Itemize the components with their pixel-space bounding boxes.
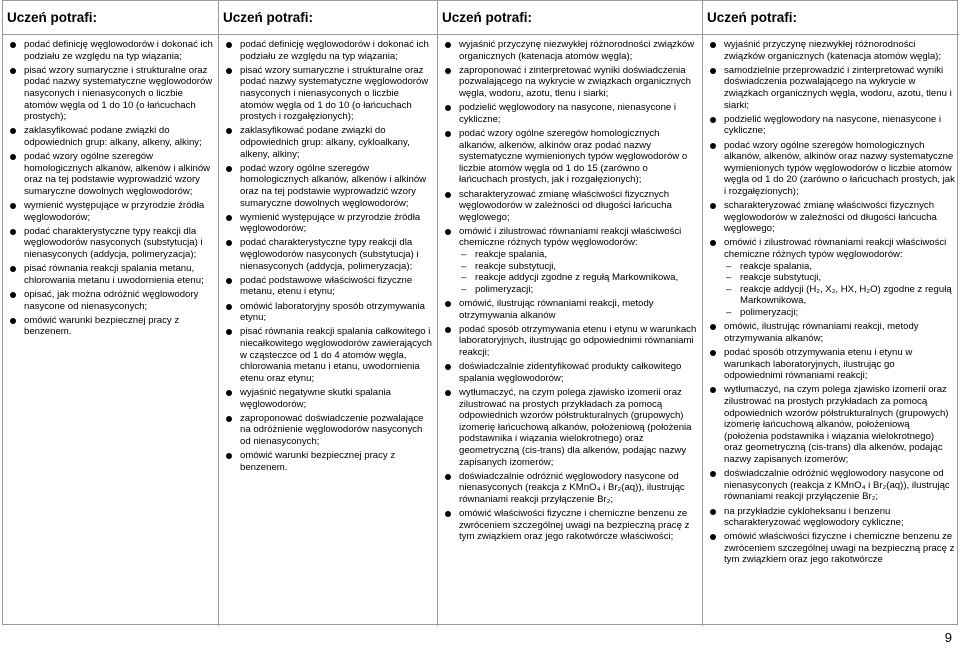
- page-number: 9: [944, 630, 952, 645]
- list-item: omówić, ilustrując równaniami reakcji, metody otrzymywania alkanów: [444, 298, 698, 321]
- list-item: zaklasyfikować podane związki do odpowiednich grup: alkany, cykloalkany, alkeny, alkiny;: [225, 125, 433, 160]
- column-header-3: Uczeń potrafi:: [438, 1, 703, 35]
- list-item: omówić właściwości fizyczne i chemiczne benzenu ze zwróceniem szczególnej uwagi na bezpieczną pracę z tym związkiem oraz jego rakotwórcze: [709, 531, 955, 566]
- list-item: [444, 226, 698, 296]
- reaction-sublist: [724, 261, 955, 319]
- reaction-sublist: [459, 249, 698, 295]
- list-item: zaproponować doświadczenie pozwalające na odróżnienie węglowodorów nasyconych od nienasyconych;: [225, 413, 433, 448]
- list-item: podzielić węglowodory na nasycone, nienasycone i cykliczne;: [444, 102, 698, 125]
- col1-list: [9, 39, 214, 338]
- list-item: [709, 237, 955, 318]
- list-item: doświadczalnie odróżnić węglowodory nasycone od nienasyconych (reakcja z KMnO₄ i Br₂(aq)), ilustrując równaniami reakcji przyłączenie Br₂;: [444, 471, 698, 506]
- reaction-subitem: – reakcje substytucji,: [459, 261, 698, 273]
- column-1: [3, 35, 219, 626]
- list-item: podać charakterystyczne typy reakcji dla węglowodorów nasyconych (substytucja) i nienasyconych (addycja, polimeryzacja);: [9, 226, 214, 261]
- reaction-subitem: – reakcje substytucji,: [724, 272, 955, 284]
- list-item: wyjaśnić przyczynę niezwykłej różnorodności związków organicznych (katenacja atomów węgla);: [709, 39, 955, 62]
- reaction-subitem: – reakcje spalania,: [459, 249, 698, 261]
- column-4: [703, 35, 959, 626]
- reaction-subitem: – reakcje addycji zgodne z regułą Markownikowa,: [459, 272, 698, 284]
- list-item: wytłumaczyć, na czym polega zjawisko izomerii oraz zilustrować na prostych przykładach za pomocą odpowiednich wzorów półstrukturalnych (grupowych) izomerię łańcuchową alkanów, położeniową (położenia podstawnika i wiązania wielokrotnego) oraz geometryczną (cis-trans) dla alkenów, podając nazwy zapisanych izomerów;: [444, 387, 698, 468]
- list-item: doświadczalnie odróżnić węglowodory nasycone od nienasyconych (reakcja z KMnO₄ i Br₂(aq)), ilustrując równaniami reakcji przyłączenie Br₂;: [709, 468, 955, 503]
- list-item: omówić warunki bezpiecznej pracy z benzenem.: [225, 450, 433, 473]
- list-item: scharakteryzować zmianę właściwości fizycznych węglowodorów w zależności od długości łańcucha węglowego;: [444, 189, 698, 224]
- list-item: wymienić występujące w przyrodzie źródła węglowodorów;: [225, 212, 433, 235]
- reaction-subitem: – polimeryzacji;: [724, 307, 955, 319]
- col3-list: [444, 39, 698, 543]
- column-header-4: Uczeń potrafi:: [703, 1, 959, 35]
- list-item: podać sposób otrzymywania etenu i etynu w warunkach laboratoryjnych, ilustrując go odpowiednimi równaniami reakcji;: [444, 324, 698, 359]
- list-item: omówić warunki bezpiecznej pracy z benzenem.: [9, 315, 214, 338]
- column-header-2: Uczeń potrafi:: [219, 1, 438, 35]
- reactions-intro: omówić i zilustrować równaniami reakcji właściwości chemiczne różnych typów węglowodorów:: [459, 225, 682, 249]
- list-item: pisać równania reakcji spalania całkowitego i niecałkowitego węglowodorów zawierających w cząsteczce od 1 do 4 atomów węgla, chlorowania metanu i etanu, uwodornienia etenu oraz etynu;: [225, 326, 433, 384]
- col4-list: [709, 39, 955, 566]
- list-item: wymienić występujące w przyrodzie źródła węglowodorów;: [9, 200, 214, 223]
- list-item: podać sposób otrzymywania etenu i etynu w warunkach laboratoryjnych, ilustrując go odpowiednimi równaniami reakcji;: [709, 347, 955, 382]
- list-item: pisać wzory sumaryczne i strukturalne oraz podać nazwy systematyczne węglowodorów nasyconych i nienasyconych o liczbie atomów węgla od 1 do 10 (o łańcuchach prostych);: [9, 65, 214, 123]
- list-item: doświadczalnie zidentyfikować produkty całkowitego spalania węglowodorów;: [444, 361, 698, 384]
- list-item: podać wzory ogólne szeregów homologicznych alkanów, alkenów i alkinów oraz na tej podstawie wyprowadzić wzory sumaryczne dowolnych węglowodorów;: [9, 151, 214, 197]
- list-item: podać definicję węglowodorów i dokonać ich podziału ze względu na typ wiązania;: [225, 39, 433, 62]
- list-item: podać wzory ogólne szeregów homologicznych alkanów, alkenów, alkinów oraz podać nazwy systematyczne wymienionych typów węglowodorów o liczbie atomów węgla od 1 do 15 (zarówno o łańcuchach prostych, jak i rozgałęzionych);: [444, 128, 698, 186]
- list-item: podać charakterystyczne typy reakcji dla węglowodorów nasyconych (substytucja) i nienasyconych (addycja, polimeryzacja);: [225, 237, 433, 272]
- list-item: omówić, ilustrując równaniami reakcji, metody otrzymywania alkanów;: [709, 321, 955, 344]
- list-item: podzielić węglowodory na nasycone, nienasycone i cykliczne;: [709, 114, 955, 137]
- reaction-subitem: – reakcje spalania,: [724, 261, 955, 273]
- list-item: wyjaśnić przyczynę niezwykłej różnorodności związków organicznych (katenacja atomów węgla);: [444, 39, 698, 62]
- reaction-subitem: – reakcje addycji (H₂, X₂, HX, H₂O) zgodne z regułą Markownikowa,: [724, 284, 955, 307]
- column-header-1: Uczeń potrafi:: [3, 1, 219, 35]
- list-item: na przykładzie cykloheksanu i benzenu scharakteryzować węglowodory cykliczne;: [709, 506, 955, 529]
- list-item: pisać wzory sumaryczne i strukturalne oraz podać nazwy systematyczne węglowodorów nasyconych i nienasyconych o liczbie atomów węgla od 1 do 10 (o łańcuchach prostych i rozgałęzionych);: [225, 65, 433, 123]
- list-item: samodzielnie przeprowadzić i zinterpretować wyniki doświadczenia pozwalającego na wykrycie w związkach organicznych węgla, wodoru, azotu, tlenu i siarki;: [709, 65, 955, 111]
- list-item: opisać, jak można odróżnić węglowodory nasycone od nienasyconych;: [9, 289, 214, 312]
- reaction-subitem: – polimeryzacji;: [459, 284, 698, 296]
- col2-list: [225, 39, 433, 473]
- list-item: pisać równania reakcji spalania metanu, chlorowania metanu i uwodornienia etenu;: [9, 263, 214, 286]
- list-item: podać podstawowe właściwości fizyczne metanu, etenu i etynu;: [225, 275, 433, 298]
- list-item: zaklasyfikować podane związki do odpowiednich grup: alkany, alkeny, alkiny;: [9, 125, 214, 148]
- list-item: omówić właściwości fizyczne i chemiczne benzenu ze zwróceniem szczególnej uwagi na bezpieczną pracę z tym związkiem oraz jego rakotwórcze właściwości;: [444, 508, 698, 543]
- list-item: wytłumaczyć, na czym polega zjawisko izomerii oraz zilustrować na prostych przykładach za pomocą odpowiednich wzorów półstrukturalnych (grupowych) izomerię łańcuchową alkanów, położeniową (położenia podstawnika i wiązania wielokrotnego) oraz geometryczną (cis-trans) dla alkenów, podając nazwy zapisanych izomerów;: [709, 384, 955, 465]
- list-item: scharakteryzować zmianę właściwości fizycznych węglowodorów w zależności od długości łańcucha węglowego;: [709, 200, 955, 235]
- list-item: wyjaśnić negatywne skutki spalania węglowodorów;: [225, 387, 433, 410]
- list-item: zaproponować i zinterpretować wyniki doświadczenia pozwalającego na wykrycie w związkach organicznych węgla, wodoru, azotu, tlenu i siarki;: [444, 65, 698, 100]
- list-item: podać definicję węglowodorów i dokonać ich podziału ze względu na typ wiązania;: [9, 39, 214, 62]
- column-2: [219, 35, 438, 626]
- list-item: podać wzory ogólne szeregów homologicznych alkanów, alkenów i alkinów oraz na tej podstawie wyprowadzić wzory sumaryczne dowolnych węglowodorów;: [225, 163, 433, 209]
- requirements-table: [2, 0, 958, 625]
- column-3: [438, 35, 703, 626]
- reactions-intro: omówić i zilustrować równaniami reakcji właściwości chemiczne różnych typów węglowodorów:: [724, 237, 947, 261]
- list-item: omówić laboratoryjny sposób otrzymywania etynu;: [225, 301, 433, 324]
- list-item: podać wzory ogólne szeregów homologicznych alkanów, alkenów, alkinów oraz nazwy systematyczne wymienionych typów węglowodorów o liczbie atomów węgla od 1 do 20 (zarówno o łańcuchach prostych, jak i rozgałęzionych);: [709, 140, 955, 198]
